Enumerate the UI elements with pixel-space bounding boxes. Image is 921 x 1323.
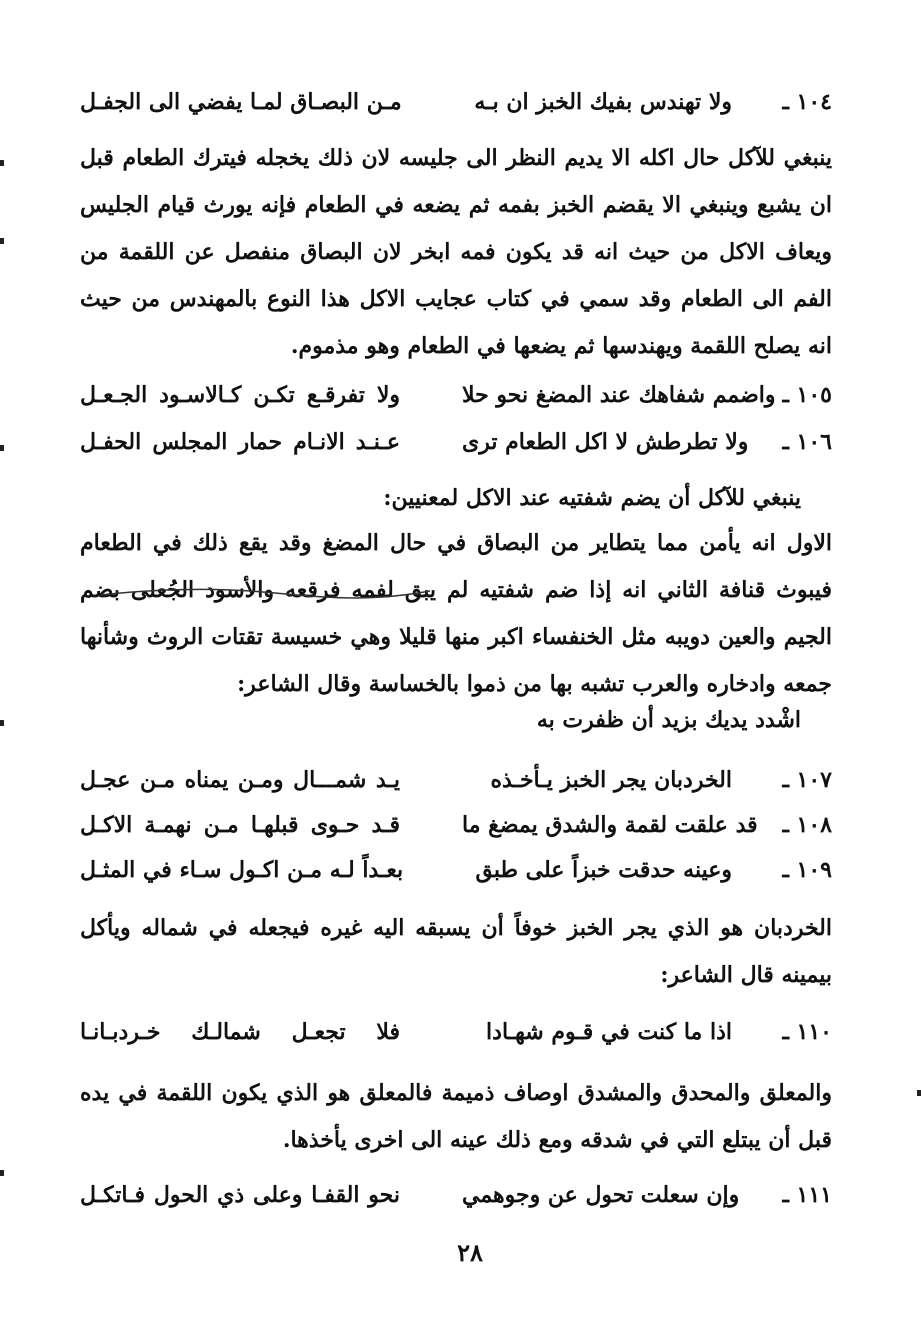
margin-tick bbox=[0, 445, 4, 451]
verse-second-hemistich: مـن البصـاق لمـا يفضي الى الجفـل bbox=[80, 89, 402, 115]
verse-108 bbox=[80, 805, 832, 845]
verse-109 bbox=[80, 850, 832, 890]
verse-number: ١٠٦ ـ bbox=[782, 429, 832, 455]
verse-106 bbox=[80, 422, 832, 462]
verse-number: ١٠٨ ـ bbox=[782, 812, 832, 838]
verse-number: ١٠٩ ـ bbox=[782, 857, 832, 883]
page-number: ٢٨ bbox=[457, 1238, 483, 1267]
verse-second-hemistich: يـد شمـــال ومـن يمناه مـن عجـل bbox=[80, 767, 400, 793]
verse-second-hemistich: بعـداً لـه مـن اكـول سـاء في المثـل bbox=[80, 857, 404, 883]
verse-number: ١٠٧ ـ bbox=[782, 767, 832, 793]
verse-first-hemistich: قد علقت لقمة والشدق يمضغ ما bbox=[462, 812, 758, 838]
verse-second-hemistich: عـنـد الانـام حمار المجلس الحفـل bbox=[80, 429, 400, 455]
quoted-half-verse: اشْدد يديك بزيد أن ظفرت به bbox=[536, 707, 801, 733]
commentary-paragraph-2: الاول انه يأمن مما يتطاير من البصاق في حال المضغ وقد يقع ذلك في الطعام فيبوث قنافة الثاني انه إذا ضم شفتيه لم يبق لفمه فرقعه والأسود الجُعلى بضم الجيم والعين دويبه مثل الخنفساء اكبر منها قليلا وهي خسيسة تقتات الروث وشأنها جمعه وادخاره والعرب تشبه بها من ذموا بالخساسة وقال الشاعر: bbox=[80, 530, 832, 697]
margin-tick bbox=[0, 238, 4, 244]
intro-line: ينبغي للآكل أن يضم شفتيه عند الاكل لمعنيين: bbox=[383, 485, 801, 511]
verse-number: ١١٠ ـ bbox=[782, 1019, 832, 1045]
verse-105 bbox=[80, 375, 832, 415]
commentary-paragraph-3: الخردبان هو الذي يجر الخبز خوفاً أن يسبقه اليه غيره فيجعله في شماله ويأكل بيمينه قال الشاعر: bbox=[80, 915, 832, 988]
margin-tick bbox=[0, 720, 4, 726]
verse-second-hemistich: قـد حـوى قبلهـا مـن نهمـة الاكـل bbox=[80, 812, 400, 838]
handwritten-underline-mark bbox=[95, 575, 435, 605]
verse-second-hemistich: نحو القفـا وعلى ذي الحول فـاتكـل bbox=[80, 1182, 400, 1208]
verse-first-hemistich: وعينه حدقت خبزاً على طبق bbox=[475, 857, 732, 883]
verse-111 bbox=[80, 1175, 832, 1215]
verse-number: ١٠٤ ـ bbox=[782, 89, 832, 115]
verse-first-hemistich: الخردبان يجر الخبز يـأخـذه bbox=[490, 767, 732, 793]
verse-107 bbox=[80, 760, 832, 800]
verse-104 bbox=[80, 82, 832, 122]
verse-second-hemistich: فلا تجعـل شمالـك خـردبـانـا bbox=[80, 1019, 400, 1045]
margin-tick bbox=[0, 160, 4, 166]
verse-first-hemistich: واضمم شفاهك عند المضغ نحو حلا bbox=[462, 382, 776, 408]
commentary-paragraph-1: ينبغي للآكل حال اكله الا يديم النظر الى جليسه لان ذلك يخجله فيترك الطعام قبل ان يشبع وينبغي الا يقضم الخبز بفمه ثم يضعه في الطعام فإنه يورث قيام الجليس ويعاف الاكل من حيث انه قد يكون فمه ابخر لان البصاق منفصل عن اللقمة من الفم الى الطعام وقد سمي في كتاب عجايب الاكل هذا النوع بالمهندس من حيث انه يصلح اللقمة ويهندسها ثم يضعها في الطعام وهو مذموم. bbox=[80, 145, 832, 359]
verse-second-hemistich: ولا تفرقـع تكـن كـالاسـود الجـعـل bbox=[80, 382, 400, 408]
verse-first-hemistich: اذا ما كنت في قـوم شهـادا bbox=[486, 1019, 732, 1045]
verse-first-hemistich: ولا تهندس بفيك الخبز ان بـه bbox=[474, 89, 732, 115]
verse-first-hemistich: ولا تطرطش لا اكل الطعام ترى bbox=[462, 429, 749, 455]
verse-110 bbox=[80, 1012, 832, 1052]
verse-number: ١٠٥ ـ bbox=[782, 382, 832, 408]
verse-first-hemistich: وإن سعلت تحول عن وجوهمي bbox=[462, 1182, 740, 1208]
margin-tick bbox=[917, 1090, 921, 1096]
commentary-paragraph-4: والمعلق والمحدق والمشدق اوصاف ذميمة فالمعلق هو الذي يكون اللقمة في يده قبل أن يبتلع التي في شدقه ومع ذلك عينه الى اخرى يأخذها. bbox=[80, 1080, 832, 1153]
verse-number: ١١١ ـ bbox=[782, 1182, 832, 1208]
margin-tick bbox=[0, 1170, 4, 1176]
